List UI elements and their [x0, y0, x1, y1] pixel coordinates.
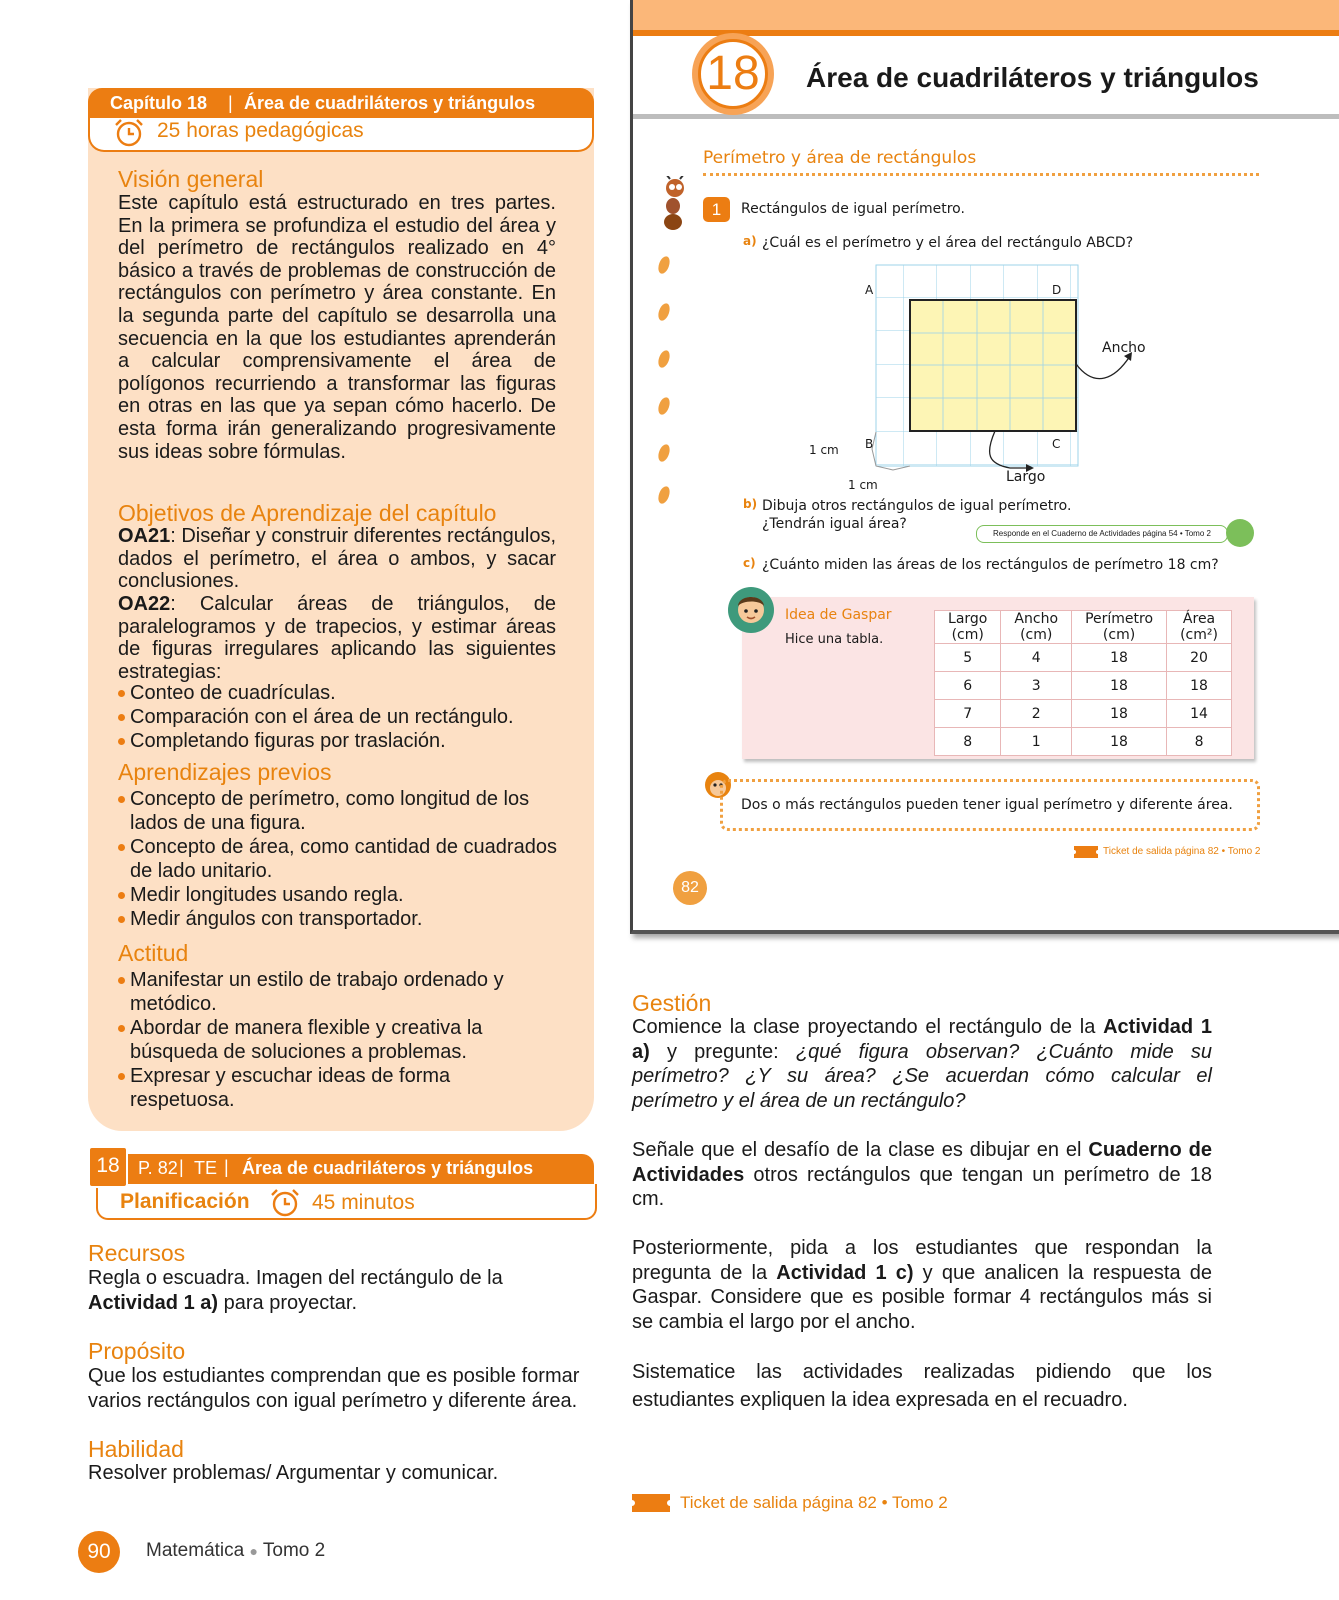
habilidad-text: Resolver problemas/ Argumentar y comunicar. — [88, 1462, 499, 1484]
list-item: Abordar de manera flexible y creativa la búsqueda de soluciones a problemas. — [118, 1016, 558, 1064]
question-b-letter: b) — [743, 497, 758, 511]
table-cell: 5 — [935, 644, 1001, 672]
vertex-c-label: C — [1052, 437, 1061, 451]
list-item: Medir ángulos con transportador. — [118, 907, 558, 931]
list-item: Conteo de cuadrículas. — [118, 681, 558, 705]
list-item: Concepto de área, como cantidad de cuadrados de lado unitario. — [118, 835, 558, 883]
vertex-d-label: D — [1052, 283, 1062, 297]
gestion-title: Gestión — [632, 990, 712, 1016]
objetivos-title: Objetivos de Aprendizaje del capítulo — [118, 500, 497, 526]
conclusion-text: Dos o más rectángulos pueden tener igual perímetro y diferente área. — [741, 797, 1233, 813]
table-cell: 4 — [1001, 644, 1072, 672]
actitud-title: Actitud — [118, 940, 189, 966]
idea-title: Idea de Gaspar — [785, 607, 892, 623]
gestion-questions: ¿qué figura observan? ¿Cuánto mide su perímetro? ¿Y su área? ¿Se acuerdan cómo calcular el perímetro y el área de un rectángulo? — [632, 1040, 1212, 1112]
list-item: Completando figuras por traslación. — [118, 729, 558, 753]
idea-text: Hice una tabla. — [785, 632, 884, 647]
textbook-title-shadow — [633, 114, 1339, 119]
page-number: 90 — [78, 1531, 120, 1573]
table-row — [935, 672, 1232, 700]
gestion-text: Comience la clase proyectando el rectángulo de la — [632, 1016, 1104, 1038]
table-cell: 18 — [1072, 644, 1167, 672]
section-divider — [703, 173, 1259, 176]
footer-book-name: Matemática — [146, 1540, 245, 1561]
gestion-text: Posteriormente, pida a los estudiantes que respondan la pregunta de la — [632, 1237, 1212, 1284]
previos-list — [118, 787, 558, 931]
gestion-text: otros rectángulos que tengan un perímetro de 18 cm. — [632, 1163, 1212, 1210]
activity-number: 1 — [703, 197, 730, 222]
hours-text: 25 horas pedagógicas — [157, 119, 364, 142]
table-header: Ancho (cm) — [1001, 611, 1072, 644]
activity-title: Rectángulos de igual perímetro. — [741, 201, 965, 217]
question-a-text: ¿Cuál es el perímetro y el área del rectángulo ABCD? — [762, 235, 1134, 251]
largo-label: Largo — [1006, 469, 1046, 485]
gestion-text: y pregunte: — [649, 1040, 796, 1063]
chapter-badge: 18 — [698, 39, 768, 109]
unit-vertical-label: 1 cm — [809, 443, 839, 457]
hours-bar — [88, 118, 594, 152]
oa22-paragraph — [118, 593, 556, 683]
question-b-line1: Dibuja otros rectángulos de igual perímetro. — [762, 498, 1072, 514]
table-cell: 3 — [1001, 672, 1072, 700]
responde-note: Responde en el Cuaderno de Actividades página 54 • Tomo 2 — [976, 525, 1228, 543]
footer-tomo: Tomo 2 — [262, 1540, 326, 1561]
section-title: Perímetro y área de rectángulos — [703, 148, 977, 168]
table-cell: 7 — [935, 700, 1001, 728]
header-divider: | — [179, 1157, 184, 1177]
gaspar-data-table — [934, 610, 1232, 756]
plan-chapter-number: 18 — [88, 1146, 128, 1188]
oa21-paragraph — [118, 525, 556, 593]
ticket-icon — [1074, 846, 1098, 858]
table-cell: 2 — [1001, 700, 1072, 728]
gestion-paragraph-2 — [632, 1138, 1212, 1212]
chapter-title: Área de cuadriláteros y triángulos — [244, 93, 536, 113]
actitud-list — [118, 968, 558, 1112]
proposito-text: Que los estudiantes comprendan que es posible formar varios rectángulos con igual perímetro y diferente área. — [88, 1365, 580, 1412]
list-item: Expresar y escuchar ideas de forma respetuosa. — [118, 1064, 558, 1112]
alarm-clock-icon — [268, 1188, 302, 1218]
recursos-activity-ref: Actividad 1 a) — [88, 1292, 219, 1314]
planificacion-label: Planificación — [120, 1190, 250, 1213]
chapter-label: Capítulo 18 — [110, 93, 208, 113]
vision-text: Este capítulo está estructurado en tres partes. En la primera se profundiza el estudio del área y del perímetro de rectángulos realizado en 4° básico a través de problemas de construcción de rectángulos con perímetro y área constante. En la segunda parte del capítulo se desarrolla una secuencia en la que los estudiantes aprenderán a calcular comprensivamente el área de polígonos recurriendo a transformar las figuras en otras en las que ya sepan cómo hacerlo. De esta forma irán generalizando progresivamente sus ideas sobre fórmulas. — [118, 192, 556, 463]
table-cell: 8 — [935, 728, 1001, 756]
table-cell: 6 — [935, 672, 1001, 700]
habilidad-title: Habilidad — [88, 1436, 184, 1462]
activity-reference: Actividad 1 c) — [776, 1261, 914, 1284]
proposito-title: Propósito — [88, 1338, 186, 1364]
plan-page: P. 82 — [138, 1158, 178, 1178]
question-c-letter: c) — [743, 556, 756, 570]
list-item: Comparación con el área de un rectángulo. — [118, 705, 558, 729]
gestion-paragraph-1 — [632, 1015, 1212, 1113]
textbook-page-number: 82 — [673, 871, 707, 905]
table-row — [935, 700, 1232, 728]
list-item: Medir longitudes usando regla. — [118, 883, 558, 907]
leaf-decoration-icon — [656, 255, 672, 505]
ancho-label: Ancho — [1102, 340, 1146, 356]
vision-title: Visión general — [118, 166, 264, 192]
gestion-text: Señale que el desafío de la clase es dibujar en el — [632, 1139, 1089, 1161]
question-a-letter: a) — [743, 234, 757, 248]
textbook-ticket-text: Ticket de salida página 82 • Tomo 2 — [1103, 846, 1261, 857]
strategies-list — [118, 681, 558, 753]
ticket-icon — [632, 1494, 670, 1512]
previos-title: Aprendizajes previos — [118, 759, 332, 785]
rectangle-grid-figure — [870, 264, 1200, 494]
table-cell: 14 — [1167, 700, 1232, 728]
header-divider: | — [224, 1157, 229, 1177]
table-header-row — [935, 611, 1232, 644]
recursos-title: Recursos — [88, 1240, 186, 1266]
table-cell: 18 — [1072, 672, 1167, 700]
footer-book — [146, 1540, 325, 1562]
recursos-text-c: para proyectar. — [218, 1292, 358, 1314]
gestion-text: y que analicen la respuesta de Gaspar. Considere que es posible formar 4 rectángulos más si se cambia el largo por el ancho. — [632, 1261, 1213, 1333]
gaspar-avatar — [727, 586, 775, 634]
cuaderno-reference: Cuaderno de Actividades — [632, 1139, 1212, 1186]
question-c-text: ¿Cuánto miden las áreas de los rectángulos de perímetro 18 cm? — [762, 557, 1219, 573]
unit-horizontal-label: 1 cm — [848, 478, 878, 492]
gestion-paragraph-3 — [632, 1236, 1212, 1334]
table-row — [935, 728, 1232, 756]
table-header: Área (cm²) — [1167, 611, 1232, 644]
table-cell: 20 — [1167, 644, 1232, 672]
vertex-a-label: A — [865, 283, 874, 297]
oa22-text: : Calcular áreas de triángulos, de paralelogramos y de trapecios, y estimar áreas de figuras irregulares aplicando las siguientes estrategias: — [118, 593, 556, 683]
list-item: Concepto de perímetro, como longitud de los lados de una figura. — [118, 787, 558, 835]
alarm-clock-icon — [112, 118, 146, 148]
table-header: Perímetro (cm) — [1072, 611, 1167, 644]
recursos-text-a: Regla o escuadra. Imagen del rectángulo de la — [88, 1267, 503, 1289]
table-cell: 18 — [1167, 672, 1232, 700]
footer-dot: ● — [249, 1543, 258, 1559]
header-divider: | — [228, 93, 233, 113]
pencil-icon — [1226, 519, 1254, 547]
table-cell: 18 — [1072, 728, 1167, 756]
table-cell: 18 — [1072, 700, 1167, 728]
table-cell: 8 — [1167, 728, 1232, 756]
recursos-text — [88, 1266, 596, 1316]
table-cell: 1 — [1001, 728, 1072, 756]
chapter-header-bar — [88, 88, 594, 118]
oa21-text: : Diseñar y construir diferentes rectángulos, dados el perímetro, el área o ambos, y sacar conclusiones. — [118, 525, 556, 593]
plan-title: Área de cuadriláteros y triángulos — [242, 1158, 534, 1178]
table-row — [935, 644, 1232, 672]
minutes-text: 45 minutos — [312, 1191, 415, 1214]
vertex-b-label: B — [865, 437, 874, 451]
oa22-code: OA22 — [118, 593, 171, 615]
gestion-paragraph-4: Sistematice las actividades realizadas pidiendo que los estudiantes expliquen la idea expresada en el recuadro. — [632, 1361, 1212, 1411]
table-header: Largo (cm) — [935, 611, 1001, 644]
question-b-line2: ¿Tendrán igual área? — [762, 516, 907, 532]
list-item: Manifestar un estilo de trabajo ordenado y metódico. — [118, 968, 558, 1016]
ant-mascot-icon — [654, 176, 694, 232]
textbook-title: Área de cuadriláteros y triángulos — [806, 62, 1259, 93]
activity-reference: Actividad 1 a) — [632, 1016, 1212, 1063]
oa21-code: OA21 — [118, 525, 171, 547]
ticket-text: Ticket de salida página 82 • Tomo 2 — [680, 1493, 948, 1512]
plan-te: TE — [194, 1158, 218, 1178]
